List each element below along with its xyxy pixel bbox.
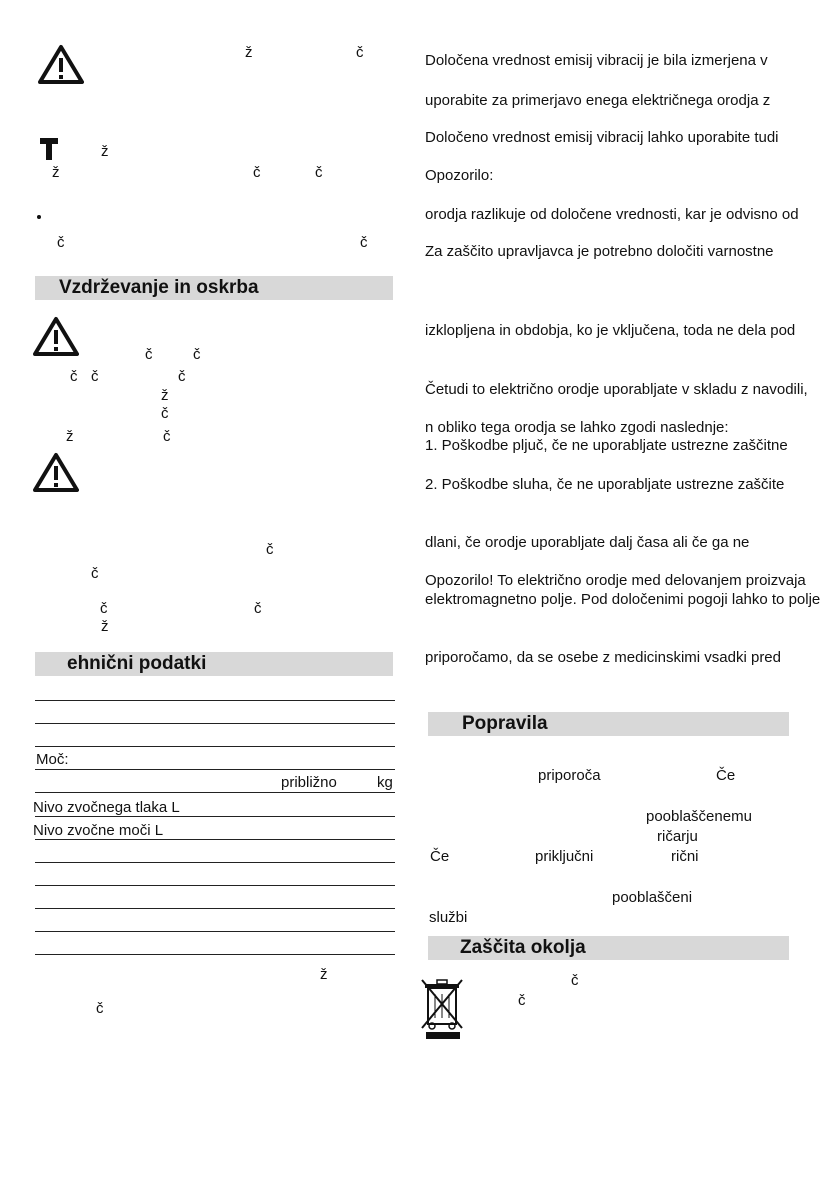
weight-approx-label: približno [281, 774, 337, 791]
sound-power-label: Nivo zvočne moči L [33, 822, 164, 839]
table-rule [35, 931, 395, 932]
glyph: č [70, 368, 78, 385]
vibration-line: izklopljena in obdobja, ko je vključena, toda ne dela pod [425, 322, 796, 339]
glyph: č [571, 972, 579, 989]
repairs-word: priključni [535, 848, 594, 865]
repairs-word: pooblaščenemu [646, 808, 752, 825]
repairs-word: pooblaščeni [612, 889, 693, 906]
repairs-word: Če [430, 848, 450, 865]
repairs-word: službi [429, 909, 468, 926]
environment-section-header [428, 936, 789, 960]
glyph: č [91, 565, 99, 582]
glyph: ž [320, 966, 328, 983]
glyph: č [100, 600, 108, 617]
table-rule [35, 769, 395, 770]
table-rule [35, 908, 395, 909]
warning-triangle-icon [38, 44, 84, 84]
glyph: č [315, 164, 323, 181]
vibration-line: 1. Poškodbe pljuč, če ne uporabljate ustrezne zaščitne [425, 437, 788, 454]
repairs-word: priporoča [538, 767, 601, 784]
vibration-line: n obliko tega orodja se lahko zgodi naslednje: [425, 419, 729, 436]
repairs-word: Če [716, 767, 736, 784]
glyph: č [161, 405, 169, 422]
maintenance-section-header [35, 276, 393, 300]
glyph: č [178, 368, 186, 385]
repairs-word: ričarju [657, 828, 698, 845]
table-rule [35, 816, 395, 817]
vibration-line: uporabite za primerjavo enega električnega orodja z [425, 92, 771, 109]
table-rule [35, 839, 395, 840]
em-warning-line: priporočamo, da se osebe z medicinskimi vsadki pred [425, 649, 781, 666]
glyph: č [266, 541, 274, 558]
table-rule [35, 700, 395, 701]
vibration-line: Za zaščito upravljavca je potrebno določiti varnostne [425, 243, 774, 260]
power-label: Moč: [36, 751, 69, 768]
glyph: č [145, 346, 153, 363]
vibration-line: 2. Poškodbe sluha, če ne uporabljate ustrezne zaščite [425, 476, 785, 493]
glyph: ž [52, 164, 60, 181]
em-warning-line: elektromagnetno polje. Pod določenimi pogoji lahko to polje [425, 591, 821, 608]
repairs-word: rični [671, 848, 699, 865]
glyph: č [96, 1000, 104, 1017]
hammer-icon [40, 138, 58, 160]
glyph: č [57, 234, 65, 251]
vibration-line: Določena vrednost emisij vibracij je bila izmerjena v [425, 52, 768, 69]
bullet [37, 215, 41, 219]
table-rule [35, 792, 395, 793]
repairs-title: Popravila [462, 713, 548, 734]
table-rule [35, 746, 395, 747]
glyph: č [193, 346, 201, 363]
glyph: č [91, 368, 99, 385]
glyph: č [360, 234, 368, 251]
table-rule [35, 885, 395, 886]
glyph: č [163, 428, 171, 445]
glyph: ž [66, 428, 74, 445]
environment-title: Zaščita okolja [460, 937, 586, 958]
table-rule [35, 723, 395, 724]
warning-triangle-icon [33, 316, 79, 356]
table-rule [35, 954, 395, 955]
warning-triangle-icon [33, 452, 79, 492]
glyph: ž [161, 387, 169, 404]
em-warning-line: Opozorilo! To električno orodje med delovanjem proizvaja [425, 572, 806, 589]
weee-bin-icon [418, 976, 466, 1040]
tech-data-section-header [35, 652, 393, 676]
vibration-line: Določeno vrednost emisij vibracij lahko uporabite tudi [425, 129, 779, 146]
repairs-section-header [428, 712, 789, 736]
glyph: č [253, 164, 261, 181]
maintenance-title: Vzdrževanje in oskrba [59, 277, 259, 298]
weight-unit-label: kg [377, 774, 393, 791]
vibration-warning-label: Opozorilo: [425, 167, 494, 184]
glyph: č [356, 44, 364, 61]
tech-data-title: ehnični podatki [67, 653, 207, 674]
glyph: ž [101, 618, 109, 635]
glyph: ž [101, 143, 109, 160]
vibration-line: Četudi to električno orodje uporabljate v skladu z navodili, [425, 381, 808, 398]
vibration-line: orodja razlikuje od določene vrednosti, kar je odvisno od [425, 206, 799, 223]
glyph: č [254, 600, 262, 617]
sound-pressure-label: Nivo zvočnega tlaka L [33, 799, 180, 816]
table-rule [35, 862, 395, 863]
vibration-line: dlani, če orodje uporabljate dalj časa ali če ga ne [425, 534, 750, 551]
glyph: ž [245, 44, 253, 61]
glyph: č [518, 992, 526, 1009]
